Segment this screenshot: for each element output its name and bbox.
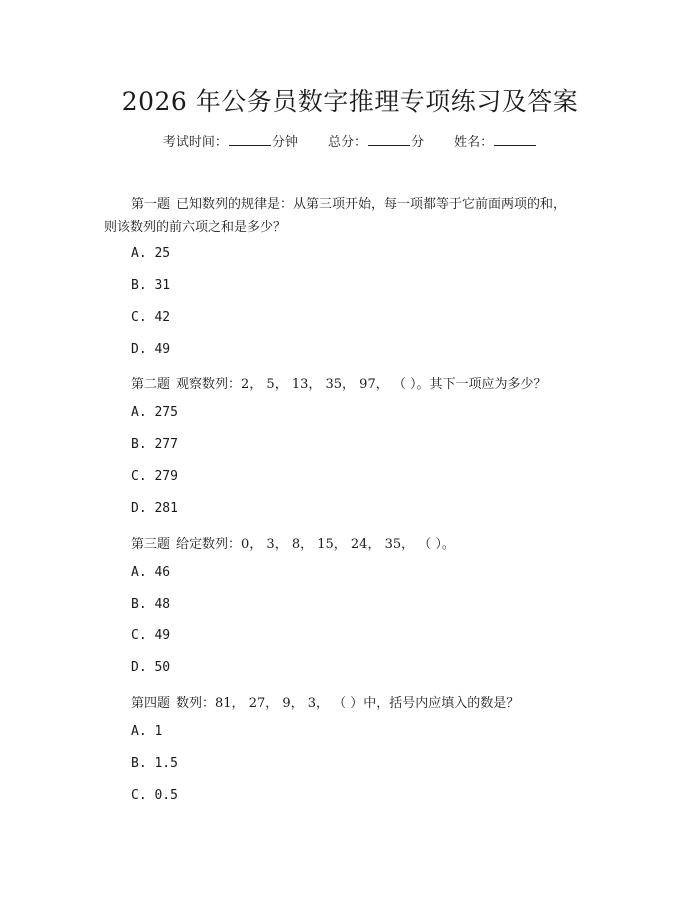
exam-time-blank[interactable] [229,133,271,146]
name-blank[interactable] [494,133,536,146]
question-2-number: 第二题 [131,377,171,392]
name-label: 姓名： [454,135,494,150]
question-1-text-line2: 则该数列的前六项之和是多少？ [104,220,287,235]
exam-time-label: 考试时间： [162,135,228,150]
question-2-option-d: D. 281 [131,501,178,516]
question-1-option-a: A. 25 [131,246,171,261]
question-4-number: 第四题 [131,696,171,711]
question-4-option-a: A. 1 [131,724,163,739]
question-3-option-a: A. 46 [131,565,171,580]
question-4-option-c: C. 0.5 [131,788,178,803]
total-score-label: 总分： [327,135,367,150]
question-3-option-c: C. 49 [131,628,171,643]
question-3-option-d: D. 50 [131,660,171,675]
total-score-blank[interactable] [368,133,410,146]
exam-time-field [163,131,298,150]
question-4-text: 数列：81， 27， 9， 3， （ ）中，括号内应填入的数是？ [176,696,520,711]
question-3-number: 第三题 [131,537,171,552]
question-1-option-c: C. 42 [131,310,171,325]
question-3-text: 给定数列：0， 3， 8， 15， 24， 35， （ ）。 [176,537,455,552]
question-1-number: 第一题 [131,197,171,212]
question-2-option-b: B. 277 [131,437,178,452]
question-1-option-b: B. 31 [131,278,171,293]
total-score-field [328,131,424,150]
exam-meta-line [0,131,700,150]
question-4-stem [131,692,519,711]
question-2-text: 观察数列：2， 5， 13， 35， 97， （ ）。其下一项应为多少？ [176,377,547,392]
name-field [454,131,537,150]
question-2-stem [131,373,546,392]
total-score-unit: 分 [411,135,425,150]
question-3-stem [131,533,455,552]
question-3-option-b: B. 48 [131,597,171,612]
question-1-stem [131,193,566,212]
question-4-option-b: B. 1.5 [131,756,178,771]
question-1-option-d: D. 49 [131,342,171,357]
exam-time-unit: 分钟 [271,135,298,150]
question-1-text-line1: 已知数列的规律是：从第三项开始，每一项都等于它前面两项的和， [176,197,567,212]
page-title: 2026 年公务员数字推理专项练习及答案 [121,87,579,116]
question-2-option-c: C. 279 [131,469,178,484]
question-2-option-a: A. 275 [131,405,178,420]
